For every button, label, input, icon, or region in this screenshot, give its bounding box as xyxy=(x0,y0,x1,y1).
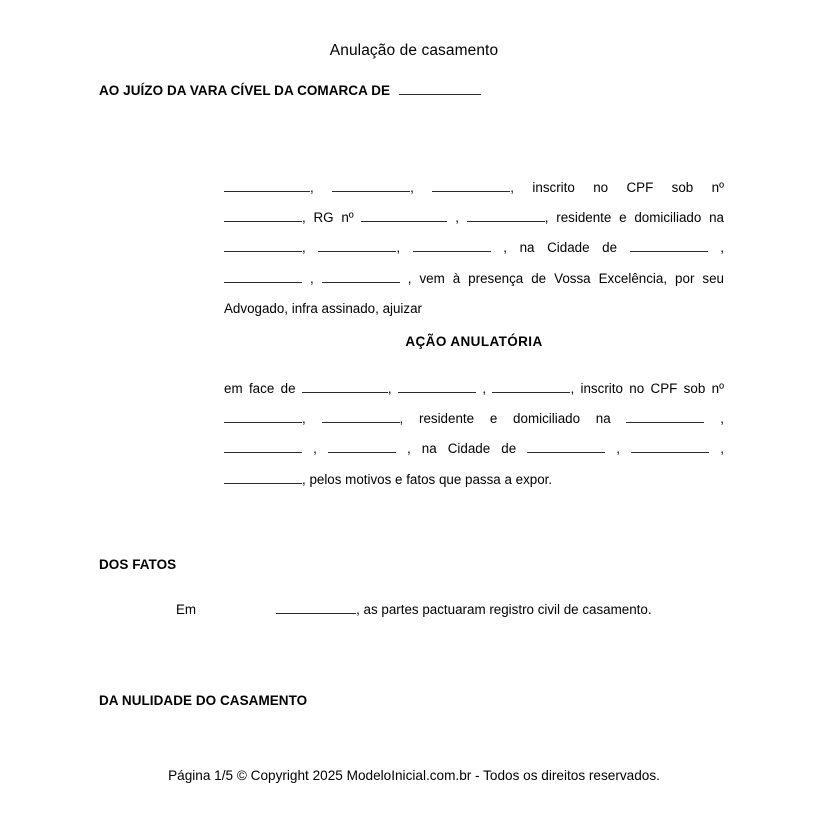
page-footer: Página 1/5 © Copyright 2025 ModeloInicial.com.br - Todos os direitos reservados. xyxy=(168,768,660,783)
plaintiff-line4-sep: , xyxy=(310,270,314,286)
section-da-nulidade: DA NULIDADE DO CASAMENTO xyxy=(99,693,308,708)
defendant-city-label: , na Cidade de xyxy=(406,441,517,457)
plaintiff-line2-sep: , xyxy=(455,210,459,226)
plaintiff-line1-sep2: , xyxy=(410,180,414,195)
plaintiff-line3-end: , xyxy=(720,240,724,256)
plaintiff-city-label: , na Cidade de xyxy=(503,240,618,256)
plaintiff-street-blank[interactable] xyxy=(224,240,302,252)
defendant-number-blank[interactable] xyxy=(224,441,302,453)
plaintiff-line-4 xyxy=(224,264,724,294)
court-blank-field[interactable] xyxy=(399,83,481,95)
court-heading xyxy=(99,83,481,98)
plaintiff-line-3 xyxy=(224,233,724,263)
action-heading: AÇÃO ANULATÓRIA xyxy=(405,334,543,349)
plaintiff-line1-text: , inscrito no CPF sob nº xyxy=(510,180,724,195)
plaintiff-line3-sep1: , xyxy=(302,240,306,256)
plaintiff-occupation-blank[interactable] xyxy=(467,210,545,222)
plaintiff-rg-label: , RG nº xyxy=(302,210,354,226)
plaintiff-paragraph xyxy=(224,173,724,324)
defendant-street-blank[interactable] xyxy=(626,411,704,423)
defendant-line1-text: , inscrito no CPF sob nº xyxy=(570,381,724,396)
defendant-line3-end: , xyxy=(720,441,724,457)
defendant-line-1 xyxy=(224,374,724,404)
defendant-line-3 xyxy=(224,434,724,464)
defendant-line4-text: , pelos motivos e fatos que passa a expor. xyxy=(302,471,553,487)
defendant-paragraph xyxy=(224,374,724,495)
defendant-line1-sep1: , xyxy=(387,381,392,396)
plaintiff-line2-text: , residente e domiciliado na xyxy=(544,210,724,226)
plaintiff-rg-blank[interactable] xyxy=(361,210,447,222)
plaintiff-number-blank[interactable] xyxy=(318,240,396,252)
plaintiff-line-2 xyxy=(224,203,724,233)
plaintiff-name-blank[interactable] xyxy=(224,180,310,192)
defendant-line3-sep1: , xyxy=(313,441,317,457)
plaintiff-district-blank[interactable] xyxy=(413,240,491,252)
defendant-line-2 xyxy=(224,404,724,434)
defendant-marital-blank[interactable] xyxy=(492,381,570,393)
plaintiff-line4-text: , vem à presença de Vossa Excelência, por seu xyxy=(407,270,724,286)
page-title: Anulação de casamento xyxy=(329,42,499,59)
plaintiff-zip-blank[interactable] xyxy=(322,271,400,283)
defendant-line3-sep2: , xyxy=(616,441,621,457)
defendant-line2-sep: , xyxy=(302,411,306,427)
defendant-line1-sep2: , xyxy=(482,381,487,396)
defendant-name-blank[interactable] xyxy=(302,381,388,393)
defendant-cpf-blank[interactable] xyxy=(224,411,302,423)
plaintiff-nationality-blank[interactable] xyxy=(332,180,410,192)
defendant-zip-blank[interactable] xyxy=(224,472,302,484)
defendant-occupation-blank[interactable] xyxy=(322,411,400,423)
defendant-line-4 xyxy=(224,465,724,495)
facts-lead: Em xyxy=(176,602,197,617)
plaintiff-line1-sep1: , xyxy=(310,180,314,195)
defendant-city-blank[interactable] xyxy=(527,441,605,453)
defendant-line2-text: , residente e domiciliado na xyxy=(399,411,611,427)
plaintiff-line3-sep2: , xyxy=(396,240,401,256)
plaintiff-city-blank[interactable] xyxy=(630,240,708,252)
court-heading-label: AO JUÍZO DA VARA CÍVEL DA COMARCA DE xyxy=(99,83,391,98)
defendant-lead: em face de xyxy=(224,381,296,396)
defendant-line2-end: , xyxy=(720,411,724,427)
facts-text: , as partes pactuaram registro civil de casamento. xyxy=(356,602,652,617)
section-dos-fatos: DOS FATOS xyxy=(99,557,177,572)
defendant-district-blank[interactable] xyxy=(328,441,396,453)
plaintiff-line-5: Advogado, infra assinado, ajuizar xyxy=(224,300,423,316)
defendant-state-blank[interactable] xyxy=(631,441,709,453)
facts-line xyxy=(176,600,652,620)
plaintiff-cpf-blank[interactable] xyxy=(224,210,302,222)
plaintiff-line-1 xyxy=(224,173,724,203)
facts-date-blank[interactable] xyxy=(276,602,356,614)
plaintiff-marital-blank[interactable] xyxy=(432,180,510,192)
plaintiff-state-blank[interactable] xyxy=(224,271,302,283)
defendant-nationality-blank[interactable] xyxy=(398,381,476,393)
